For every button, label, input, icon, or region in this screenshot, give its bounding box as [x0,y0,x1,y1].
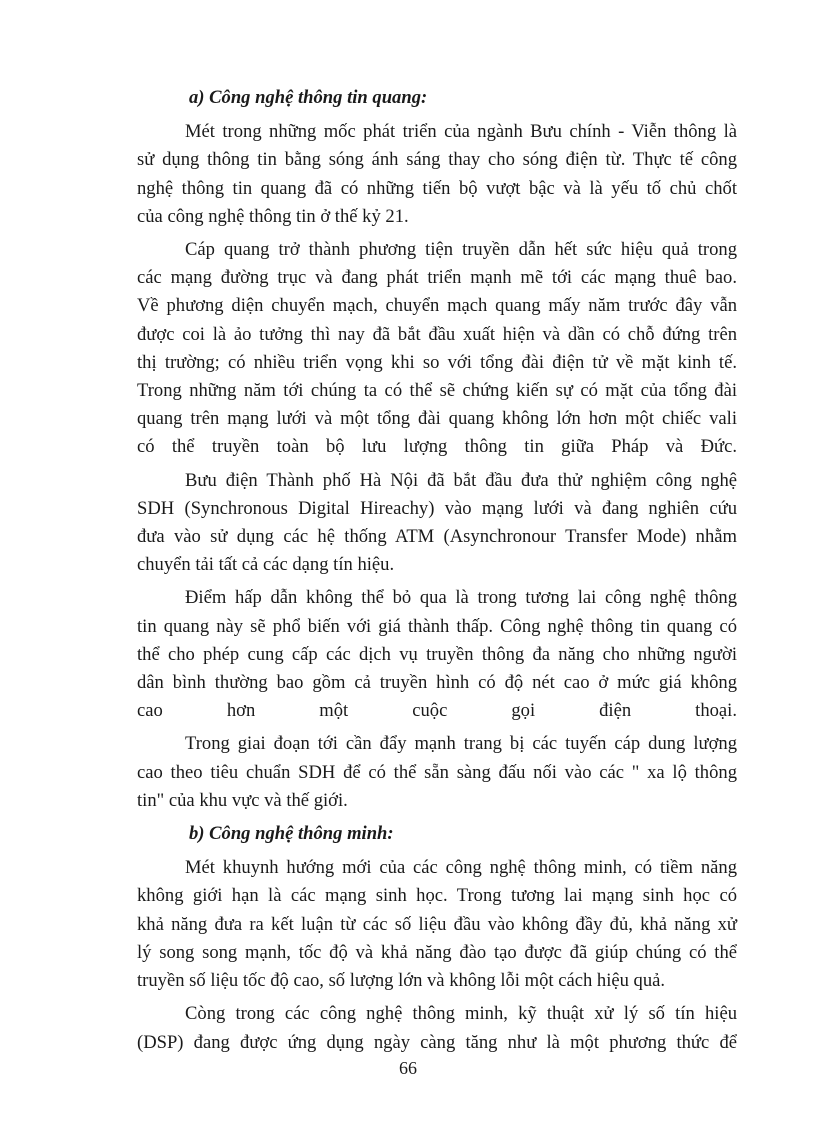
paragraph [137,118,737,231]
paragraph-line: được coi là ảo tưởng thì nay đã bắt đầu xuất hiện và dần có chỗ đứng trên [137,323,737,345]
section-a-heading: a) Công nghệ thông tin quang: [189,87,428,108]
paragraph-line: (DSP) đang được ứng dụng ngày càng tăng như là một phương thức để [137,1031,737,1053]
paragraph-line: Mét trong những mốc phát triển của ngành Bưu chính - Viễn thông là [185,121,737,143]
paragraph-line: thể cho phép cung cấp các dịch vụ truyền thông đa năng cho những người [137,643,737,665]
paragraph-line: nghệ thông tin quang đã có những tiến bộ vượt bậc và là yếu tố chủ chốt [137,177,737,199]
paragraph-line: quang trên mạng lưới và một tổng đài quang không lớn hơn một chiếc vali [137,408,737,430]
paragraph-line: Còng trong các công nghệ thông minh, kỹ thuật xử lý số tín hiệu [185,1003,737,1025]
paragraph-line: thị trường; có nhiều triển vọng khi so với tổng đài điện tử về mặt kinh tế. [137,351,737,373]
section-a-body [137,118,737,815]
paragraph-line: cao theo tiêu chuẩn SDH để có thể sẵn sàng đấu nối vào các " xa lộ thông [137,761,737,783]
paragraph-line: các mạng đường trục và đang phát triển mạnh mẽ tới các mạng thuê bao. [137,267,737,289]
paragraph-line: khả năng đưa ra kết luận từ các số liệu đầu vào không đầy đủ, khả năng xử [137,913,737,935]
paragraph-line: của công nghệ thông tin ở thế kỷ 21. [137,205,409,227]
paragraph-line: SDH (Synchronous Digital Hireachy) vào mạng lưới và đang nghiên cứu [137,497,737,519]
paragraph-line: Mét khuynh hướng mới của các công nghệ thông minh, có tiềm năng [185,857,737,879]
paragraph [137,236,737,462]
paragraph-line: Trong giai đoạn tới cần đẩy mạnh trang bị các tuyến cáp dung lượng [185,733,737,755]
paragraph-line: cao hơn một cuộc gọi điện thoại. [137,700,737,722]
paragraph-line: chuyển tải tất cả các dạng tín hiệu. [137,554,395,576]
page-content [137,84,737,1062]
paragraph-line: tin quang này sẽ phổ biến với giá thành thấp. Công nghệ thông tin quang có [137,615,737,637]
paragraph-line: dân bình thường bao gồm cả truyền hình có độ nét cao ở mức giá không [137,672,737,694]
paragraph-line: Bưu điện Thành phố Hà Nội đã bắt đầu đưa thử nghiệm công nghệ [185,469,737,491]
page-number: 66 [399,1058,417,1078]
section-b-heading: b) Công nghệ thông minh: [189,823,394,845]
paragraph-line: tin" của khu vực và thế giới. [137,789,348,811]
paragraph-line: Cáp quang trở thành phương tiện truyền dẫn hết sức hiệu quả trong [185,239,737,261]
paragraph-line: truyền số liệu tốc độ cao, số lượng lớn và không lỗi một cách hiệu quả. [137,970,666,992]
paragraph-line: Về phương diện chuyển mạch, chuyển mạch quang mấy năm trước đây vẫn [137,295,737,317]
paragraph-line: Điểm hấp dẫn không thể bỏ qua là trong tương lai công nghệ thông [185,587,737,609]
paragraph-line: không giới hạn là các mạng sinh học. Trong tương lai mạng sinh học có [137,885,737,907]
paragraph [137,1000,737,1056]
paragraph [137,854,737,995]
paragraph-line: sử dụng thông tin bằng sóng ánh sáng thay cho sóng điện từ. Thực tế công [137,149,737,171]
paragraph [137,584,737,725]
paragraph [137,730,737,815]
paragraph-line: lý song song mạnh, tốc độ và khả năng đào tạo được đã giúp chúng có thể [137,941,737,963]
paragraph-line: có thể truyền toàn bộ lưu lượng thông tin giữa Pháp và Đức. [137,436,737,458]
paragraph-line: đưa vào sử dụng các hệ thống ATM (Asynchronour Transfer Mode) nhằm [137,526,737,548]
paragraph [137,467,737,580]
section-b-body [137,854,737,1056]
paragraph-line: Trong những năm tới chúng ta có thể sẽ chứng kiến sự có mặt của tổng đài [137,380,737,402]
